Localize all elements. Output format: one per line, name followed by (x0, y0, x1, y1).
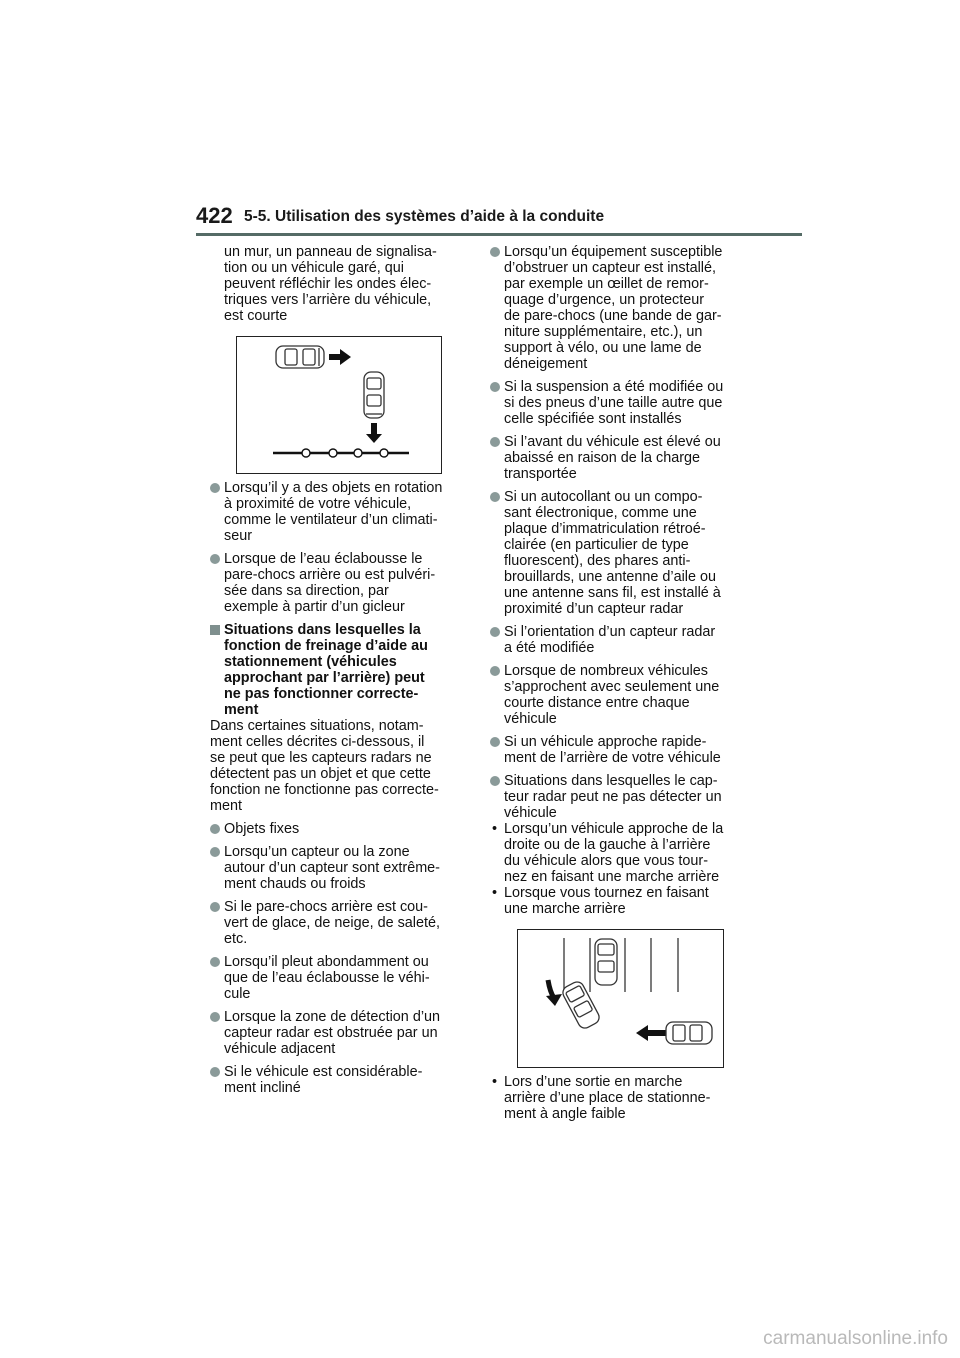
list-item: Si la suspension a été modifiée ou si des pneus d’une taille autre que celle spécifiée sont installés (490, 379, 760, 427)
bullet-icon (490, 247, 500, 257)
curved-arrow-icon (546, 980, 562, 1006)
arrow-down-icon (366, 423, 382, 443)
square-bullet-icon (210, 625, 220, 635)
bullet-icon (490, 437, 500, 447)
list-item: Lorsque de l’eau éclabousse le pare-chocs arrière ou est pulvéri- sée dans sa direction, par exemple à partir d’un gicleur (210, 551, 468, 615)
list-item: Si un autocollant ou un compo- sant électronique, comme une plaque d’immatriculation rétroé- clairée (en particulier de type fluorescent), des phares anti- brouillards, une antenne d’aile ou une antenne sans fil, est installé à proximité d’un capteur radar (490, 489, 760, 617)
list-item: Lorsqu’un capteur ou la zone autour d’un capteur sont extrême- ment chauds ou froids (210, 844, 468, 892)
list-item: Objets fixes (210, 821, 468, 837)
approaching-car-illustration (666, 1022, 712, 1044)
bullet-icon (210, 483, 220, 493)
body-text: Dans certaines situations, notam- ment celles décrites ci-dessous, il se peut que les capteurs radars ne détectent pas un objet et que cette fonction ne fonctionne pas correcte- ment (210, 718, 439, 814)
left-column (210, 244, 468, 324)
right-column-lower (490, 1074, 760, 1122)
bullet-icon (210, 847, 220, 857)
bullet-icon (210, 554, 220, 564)
illustration-vehicle-approaching-wall (236, 336, 442, 474)
bullet-icon (210, 902, 220, 912)
arrow-left-icon (636, 1025, 666, 1041)
header-rule (196, 233, 802, 236)
list-item: Si un véhicule approche rapide- ment de l’arrière de votre véhicule (490, 734, 760, 766)
arrow-right-icon (329, 349, 351, 365)
bullet-icon (490, 627, 500, 637)
list-item: Lorsque la zone de détection d’un capteur radar est obstruée par un véhicule adjacent (210, 1009, 468, 1057)
sub-list-item: • Lorsqu’un véhicule approche de la droite ou de la gauche à l’arrière du véhicule alors que vous tour- nez en faisant une marche arrière (492, 821, 724, 885)
list-item: Si le pare-chocs arrière est cou- vert de glace, de neige, de saleté, etc. (210, 899, 468, 947)
dot-marker: • (492, 821, 498, 837)
wall-illustration (273, 449, 409, 457)
bullet-icon (210, 1012, 220, 1022)
list-item: Lorsque de nombreux véhicules s’approchent avec seulement une courte distance entre chaque véhicule (490, 663, 760, 727)
watermark: carmanualsonline.info (763, 1328, 948, 1349)
list-item: Si le véhicule est considérable- ment incliné (210, 1064, 468, 1096)
page-header (196, 203, 802, 235)
dot-marker: • (492, 885, 498, 901)
section-title: 5-5. Utilisation des systèmes d’aide à la conduite (244, 208, 605, 225)
bullet-icon (490, 666, 500, 676)
intro-text: un mur, un panneau de signalisa- tion ou un véhicule garé, qui peuvent réfléchir les ondes élec- triques vers l’arrière du véhicule, est courte (224, 244, 437, 324)
reversing-car-illustration (560, 980, 601, 1031)
list-item: Si l’avant du véhicule est élevé ou abaissé en raison de la charge transportée (490, 434, 760, 482)
right-column (490, 244, 760, 917)
bullet-icon (490, 737, 500, 747)
sub-list-item: • Lors d’une sortie en marche arrière d’une place de stationne- ment à angle faible (492, 1074, 711, 1122)
bullet-icon (210, 1067, 220, 1077)
parked-car-illustration (276, 346, 324, 368)
list-item: Lorsqu’il pleut abondamment ou que de l’eau éclabousse le véhi- cule (210, 954, 468, 1002)
dot-marker: • (492, 1074, 498, 1090)
page-number: 422 (196, 203, 233, 228)
bullet-icon (490, 776, 500, 786)
bullet-icon (210, 957, 220, 967)
list-item: Situations dans lesquelles le cap- teur radar peut ne pas détecter un véhicule (490, 773, 760, 821)
sub-list-item: • Lorsque vous tournez en faisant une marche arrière (492, 885, 709, 917)
bullet-icon (210, 824, 220, 834)
reversing-car-illustration (364, 372, 384, 418)
list-item: Lorsqu’il y a des objets en rotation à proximité de votre véhicule, comme le ventilateur d’un climati- seur (210, 480, 468, 544)
list-item: Si l’orientation d’un capteur radar a été modifiée (490, 624, 760, 656)
list-item: Lorsqu’un équipement susceptible d’obstruer un capteur est installé, par exemple un œillet de remor- quage d’urgence, un protecteur de pare-chocs (une bande de gar- niture supplémentaire, etc.), un support à vélo, ou une lame de déneigement (490, 244, 760, 372)
bullet-icon (490, 492, 500, 502)
bullet-icon (490, 382, 500, 392)
left-column-lower (210, 480, 468, 1096)
illustration-reversing-from-parking (517, 929, 724, 1068)
section-heading: Situations dans lesquelles la fonction de freinage d’aide au stationnement (véhicules approchant par l’arrière) peut ne pas fonctionner correcte- ment (210, 622, 468, 718)
parked-car-illustration (595, 939, 617, 985)
